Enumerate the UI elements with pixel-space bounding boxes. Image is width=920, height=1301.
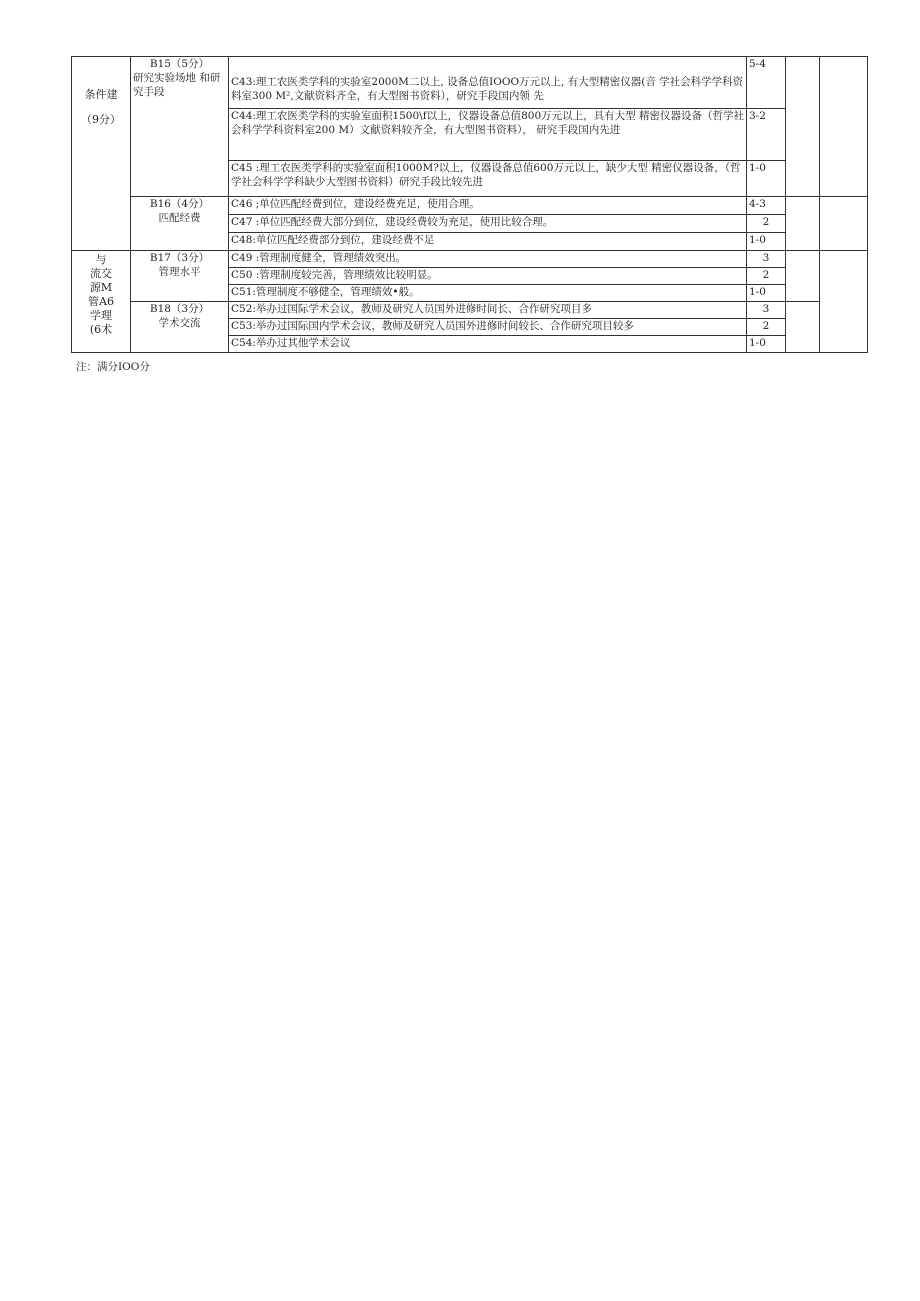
score-c53: 2 bbox=[747, 319, 786, 336]
blank-cell bbox=[786, 302, 820, 353]
category-a-score: （9分） bbox=[81, 113, 121, 126]
table-row bbox=[72, 57, 868, 109]
indicator-b17-title: B17（3分） bbox=[149, 252, 210, 264]
category-a-cell bbox=[72, 57, 131, 251]
indicator-b15-desc: 研究实验场地 和研究手段 bbox=[133, 72, 221, 98]
criterion-c48: C48:单位匹配经费部分到位，建设经费不足 bbox=[229, 233, 747, 251]
indicator-b15-cell bbox=[131, 57, 229, 197]
criterion-c53: C53:举办过国际国内学术会议，教师及研究人员国外进修时间较长、合作研究项目较多 bbox=[229, 319, 747, 336]
indicator-b18-cell bbox=[131, 302, 229, 353]
criterion-c45: C45 :理工农医类学科的实验室面积1000M?以上，仪器设备总值600万元以上，缺少大型 精密仪器设备，（哲学社会科学学科缺少大型图书资料）研究手段比较先进 bbox=[229, 161, 747, 197]
blank-cell bbox=[820, 197, 868, 251]
score-c45: 1-0 bbox=[747, 161, 786, 197]
score-c50: 2 bbox=[747, 268, 786, 285]
blank-cell bbox=[786, 197, 820, 251]
indicator-b18-title: B18（3分） bbox=[149, 303, 210, 315]
criterion-c50: C50 :管理制度较完善，管理绩效比较明显。 bbox=[229, 268, 747, 285]
table-row bbox=[72, 302, 868, 319]
criterion-c46: C46 ;单位匹配经费到位，建设经费充足，使用合理。 bbox=[229, 197, 747, 215]
score-c52: 3 bbox=[747, 302, 786, 319]
indicator-b15-title: B15（5分） bbox=[149, 58, 210, 70]
indicator-b17-cell bbox=[131, 251, 229, 302]
blank-cell bbox=[820, 251, 868, 353]
category-a2-cell bbox=[72, 251, 131, 353]
score-c51: 1-0 bbox=[747, 285, 786, 302]
blank-cell bbox=[786, 251, 820, 302]
category-a2-label: 与 流交 源M 管A6 学理 (6术 bbox=[88, 253, 114, 336]
criterion-c49: C49 :管理制度健全，管理绩效突出。 bbox=[229, 251, 747, 268]
category-a-label: 条件建 bbox=[84, 88, 118, 101]
indicator-b18-desc: 学术交流 bbox=[158, 317, 201, 329]
criterion-c54: C54:举办过其他学术会议 bbox=[229, 336, 747, 353]
score-c47: 2 bbox=[747, 215, 786, 233]
blank-cell bbox=[820, 57, 868, 197]
evaluation-table bbox=[71, 56, 868, 353]
score-c48: 1-0 bbox=[747, 233, 786, 251]
criterion-c51: C51:管理制度不够健全，管理绩效•般。 bbox=[229, 285, 747, 302]
score-c46: 4-3 bbox=[747, 197, 786, 215]
indicator-b17-desc: 管理水平 bbox=[158, 266, 201, 278]
indicator-b16-desc: 匹配经费 bbox=[158, 212, 201, 224]
criterion-c44: C44:理工农医类学科的实验室面积1500\f以上，仪器设备总值800万元以上，具有大型 精密仪器设备（哲学社会科学学科资料室200 M）文献资料较齐全，有大型图书资料）， 研究手段国内先进 bbox=[229, 109, 747, 161]
score-c44: 3-2 bbox=[747, 109, 786, 161]
table-row bbox=[72, 197, 868, 215]
criterion-c52: C52:举办过国际学术会议，教师及研究人员国外进修时间长、合作研究项目多 bbox=[229, 302, 747, 319]
blank-cell bbox=[786, 57, 820, 197]
score-c43: 5-4 bbox=[747, 57, 786, 109]
footnote: 注：满分IOO分 bbox=[76, 361, 150, 373]
criterion-c43: C43:理工农医类学科的实验室2000M二以上, 设备总值IOOO万元以上, 有大型精密仪器(音 学社会科学学科资料室300 M²,文献资料齐全，有大型图书资料），研究手段国内领 先 bbox=[229, 57, 747, 109]
score-c49: 3 bbox=[747, 251, 786, 268]
criterion-c47: C47 :单位匹配经费大部分到位，建设经费较为充足，使用比较合理。 bbox=[229, 215, 747, 233]
table-row bbox=[72, 251, 868, 268]
score-c54: 1-0 bbox=[747, 336, 786, 353]
indicator-b16-title: B16（4分） bbox=[149, 198, 210, 210]
indicator-b16-cell bbox=[131, 197, 229, 251]
